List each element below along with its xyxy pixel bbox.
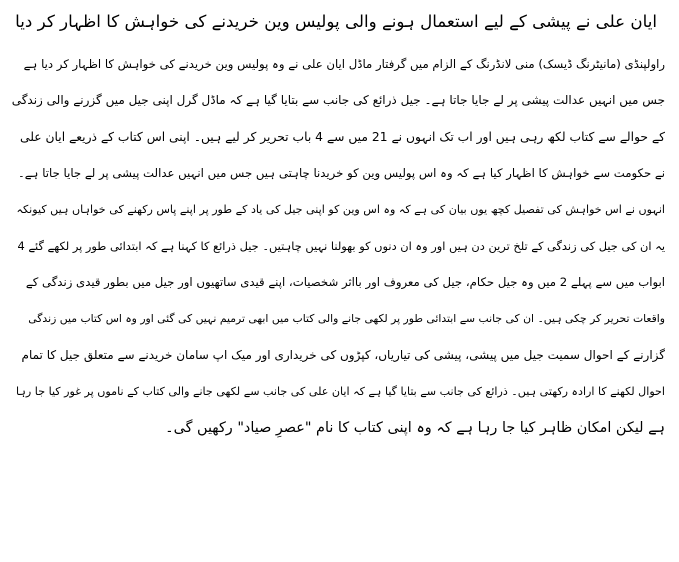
article-line: انہوں نے اس خواہش کی تفصیل کچھ یوں بیان کی ہے کہ وہ اس وین کو اپنی جیل کی یاد کے طور پر اپنے پاس رکھنے کی خواہاں ہیں کیونکہ: [16, 202, 665, 216]
article-line: احوال لکھنے کا ارادہ رکھتی ہیں۔ ذرائع کی جانب سے بتایا گیا ہے کہ ایان علی کی جانب سے لکھی جانے والی کتاب کے ناموں پر غور کیا جا رہا: [16, 384, 665, 398]
article-line: گزارنے کے احوال سمیت جیل میں پیشی، پیشی کی تیاریاں، کپڑوں کی خریداری اور میک اپ سامان خریدنے سے متعلق جیل کا تمام: [21, 348, 665, 363]
article-headline: ایان علی نے پیشی کے لیے استعمال ہونے والی پولیس وین خریدنے کی خواہش کا اظہار کر دیا: [15, 11, 657, 31]
article-line: واقعات تحریر کر چکی ہیں۔ ان کی جانب سے ابتدائی طور پر لکھی جانے والی کتاب میں ابھی ترمیم نہیں کی گئی اور وہ اس کتاب میں زندگی: [28, 311, 665, 325]
article-line: ہے لیکن امکان ظاہر کیا جا رہا ہے کہ وہ اپنی کتاب کا نام "عصرِ صیاد" رکھیں گی۔: [165, 419, 665, 436]
article-line: راولپنڈی (مانیٹرنگ ڈیسک) منی لانڈرنگ کے الزام میں گرفتار ماڈل ایان علی نے وہ پولیس وین خریدنے کی خواہش کا اظہار کر دیا ہے: [23, 57, 665, 71]
article-line: کے حوالے سے کتاب لکھ رہی ہیں اور اب تک انہوں نے 21 میں سے 4 باب تحریر کر لیے ہیں۔ اپنی اس کتاب کے ذریعے ایان علی: [19, 129, 665, 144]
article-body: [12, 46, 665, 446]
article-line: یہ ان کی جیل کی زندگی کے تلخ ترین دن ہیں اور وہ ان دنوں کو بھولنا نہیں چاہتیں۔ جیل ذرائع کا کہنا ہے کہ ابتدائی طور پر لکھے گئے 4: [17, 238, 665, 253]
article-line: جس میں انہیں عدالت پیشی پر لے جایا جاتا ہے۔ جیل ذرائع کی جانب سے بتایا گیا ہے کہ ماڈل گرل اپنی جیل میں گزرنے والی زندگی: [12, 93, 665, 108]
article-line: ابواب میں سے پہلے 2 میں وہ جیل حکام، جیل کی معروف اور بااثر شخصیات، اپنے قیدی ساتھیوں اور جیل میں بطور قیدی زندگی کے: [25, 275, 665, 290]
article-line: نے حکومت سے خواہش کا اظہار کیا ہے کہ وہ اس پولیس وین کو خریدنا چاہتی ہیں جس میں انہیں عدالت پیشی پر لے جایا جاتا ہے۔: [17, 166, 665, 181]
